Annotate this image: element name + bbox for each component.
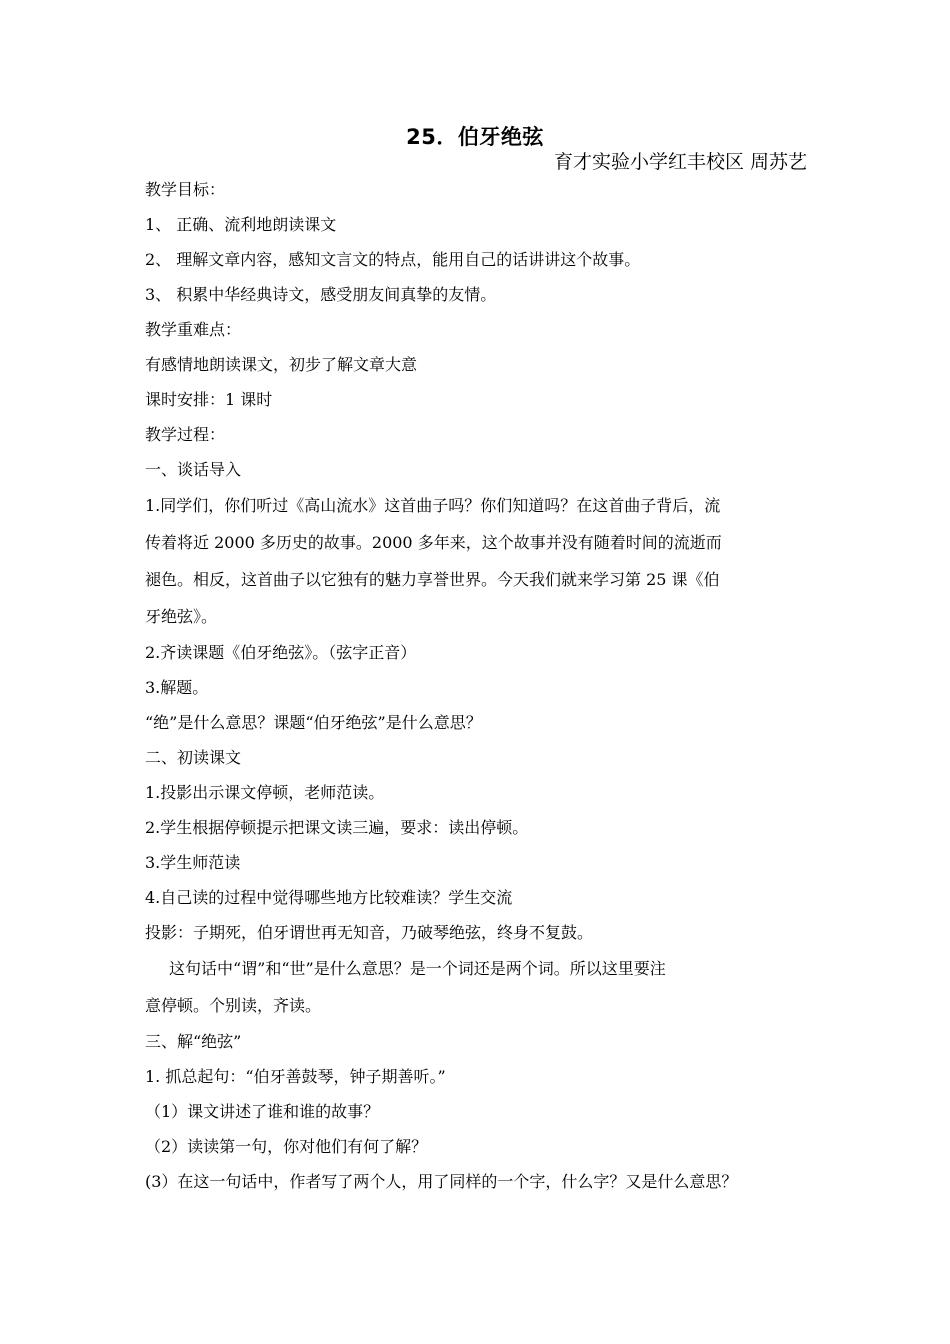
question-line: (3）在这一句话中，作者写了两个人，用了同样的一个字，什么字？又是什么意思？ — [145, 1172, 738, 1191]
paragraph-line: 3.解题。 — [145, 678, 209, 697]
paragraph-line: 意停顿。个别读，齐读。 — [145, 996, 322, 1015]
document-body — [145, 172, 821, 1199]
paragraph-line: 传着将近 2000 多历史的故事。2000 多年来，这个故事并没有随着时间的流逝而 — [145, 533, 722, 552]
paragraph-line: 2.学生根据停顿提示把课文读三遍，要求：读出停顿。 — [145, 818, 529, 837]
step-heading-3: 三、解“绝弦” — [145, 1032, 242, 1051]
document-title: 25．伯牙绝弦 — [406, 125, 544, 149]
key-points-text: 有感情地朗读课文，初步了解文章大意 — [145, 355, 418, 374]
document-author: 育才实验小学红丰校区 周苏艺 — [553, 151, 807, 173]
paragraph-line: 4.自己读的过程中觉得哪些地方比较难读？学生交流 — [145, 888, 513, 907]
goal-item-3: 3、 积累中华经典诗文，感受朋友间真挚的友情。 — [145, 285, 497, 304]
schedule-text: 课时安排：1 课时 — [145, 390, 273, 409]
question-line: （1）课文讲述了谁和谁的故事？ — [145, 1102, 380, 1121]
step-heading-1: 一、谈话导入 — [145, 460, 242, 479]
section-heading-key-points: 教学重难点： — [145, 320, 242, 339]
paragraph-line: 1.投影出示课文停顿，老师范读。 — [145, 783, 385, 802]
goal-item-2: 2、 理解文章内容，感知文言文的特点，能用自己的话讲讲这个故事。 — [145, 250, 641, 269]
paragraph-line: 褪色。相反，这首曲子以它独有的魅力享誉世界。今天我们就来学习第 25 课《伯 — [145, 570, 720, 589]
paragraph-line: “绝”是什么意思？课题“伯牙绝弦”是什么意思？ — [145, 713, 482, 732]
section-heading-process: 教学过程： — [145, 425, 226, 444]
paragraph-line: 牙绝弦》。 — [145, 607, 218, 626]
goal-item-1: 1、 正确、流利地朗读课文 — [145, 215, 337, 234]
paragraph-line: 2.齐读课题《伯牙绝弦》。（弦字正音） — [145, 643, 417, 662]
paragraph-line: 1.同学们，你们听过《高山流水》这首曲子吗？你们知道吗？在这首曲子背后，流 — [145, 496, 721, 515]
paragraph-line: 1. 抓总起句：“伯牙善鼓琴，钟子期善听。” — [145, 1067, 446, 1086]
paragraph-line: 这句话中“谓”和“世”是什么意思？是一个词还是两个词。所以这里要注 — [169, 959, 666, 978]
question-line: （2）读读第一句，你对他们有何了解？ — [145, 1137, 428, 1156]
step-heading-2: 二、初读课文 — [145, 748, 242, 767]
paragraph-line: 3.学生师范读 — [145, 853, 241, 872]
paragraph-line: 投影：子期死，伯牙谓世再无知音，乃破琴绝弦，终身不复鼓。 — [145, 923, 594, 942]
section-heading-goals: 教学目标： — [145, 180, 226, 199]
